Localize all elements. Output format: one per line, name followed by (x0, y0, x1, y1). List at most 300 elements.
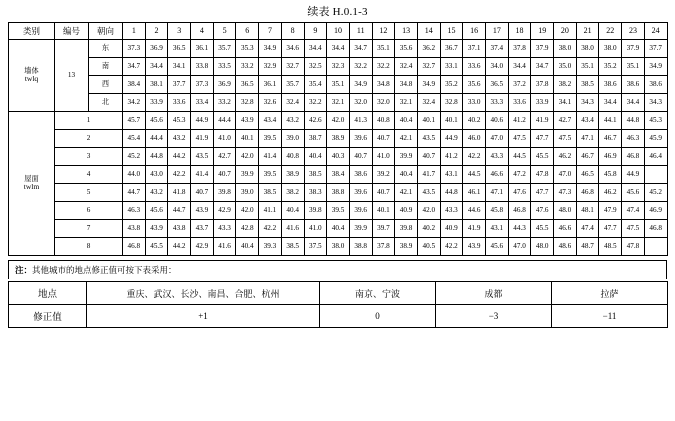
cell: 41.1 (259, 202, 282, 220)
cell: 43.9 (463, 238, 486, 256)
cell: 45.8 (599, 166, 622, 184)
cell: 39.5 (327, 202, 350, 220)
cell: 37.9 (531, 40, 554, 58)
table-row (9, 148, 668, 166)
cell: 35.1 (622, 58, 645, 76)
cell: 45.5 (531, 220, 554, 238)
cell: 35.3 (236, 40, 259, 58)
cell: 34.4 (599, 94, 622, 112)
cell: 46.3 (123, 202, 146, 220)
cell: 32.0 (372, 94, 395, 112)
cell: 43.9 (236, 112, 259, 130)
cell: 39.9 (236, 166, 259, 184)
cell: 42.2 (440, 238, 463, 256)
cell: 40.1 (236, 130, 259, 148)
cell: 33.5 (213, 58, 236, 76)
category-label: 屋面 (24, 174, 39, 183)
cell: 43.8 (123, 220, 146, 238)
cell: 35.1 (576, 58, 599, 76)
cell: 40.4 (236, 238, 259, 256)
cell: 46.6 (554, 220, 577, 238)
cell: 33.4 (191, 94, 214, 112)
cell: 38.6 (622, 76, 645, 94)
cell: 47.1 (486, 184, 509, 202)
cell: 39.8 (213, 184, 236, 202)
cell: 46.8 (508, 202, 531, 220)
cell: 32.2 (372, 58, 395, 76)
cell: 34.3 (576, 94, 599, 112)
cell: 33.1 (440, 58, 463, 76)
orientation-west: 西 (89, 76, 123, 94)
cell: 35.0 (554, 58, 577, 76)
cell: 41.9 (191, 130, 214, 148)
location-group-3: 成都 (436, 282, 552, 305)
cell: 34.8 (372, 76, 395, 94)
cell: 48.7 (576, 238, 599, 256)
cell: 47.0 (486, 130, 509, 148)
cell: 32.8 (440, 94, 463, 112)
cell: 38.8 (327, 184, 350, 202)
cell: 40.4 (304, 148, 327, 166)
cell: 45.6 (622, 184, 645, 202)
cell: 40.1 (372, 202, 395, 220)
cell: 46.8 (622, 148, 645, 166)
cell: 35.1 (372, 40, 395, 58)
correction-value-1: +1 (87, 305, 320, 328)
cell: 34.9 (644, 58, 667, 76)
cell: 40.4 (395, 166, 418, 184)
cell: 44.8 (622, 112, 645, 130)
cell: 38.6 (349, 166, 372, 184)
cell: 38.5 (304, 166, 327, 184)
cell: 47.7 (531, 130, 554, 148)
cell: 41.4 (259, 148, 282, 166)
table-row (9, 202, 668, 220)
header-hour-11: 11 (349, 23, 372, 40)
cell: 40.8 (372, 112, 395, 130)
cell: 43.3 (213, 220, 236, 238)
cell: 34.4 (508, 58, 531, 76)
cell: 32.2 (349, 58, 372, 76)
cell: 42.7 (554, 112, 577, 130)
cell: 40.7 (372, 184, 395, 202)
cell: 39.6 (349, 202, 372, 220)
cell: 45.5 (531, 148, 554, 166)
cell: 41.2 (440, 148, 463, 166)
correction-value-4: −11 (552, 305, 668, 328)
cell: 33.6 (463, 58, 486, 76)
cell: 32.8 (236, 94, 259, 112)
cell: 40.5 (417, 238, 440, 256)
header-category: 类别 (9, 23, 55, 40)
cell: 47.7 (599, 220, 622, 238)
cell: 39.0 (236, 184, 259, 202)
cell: 34.7 (349, 40, 372, 58)
cell: 36.5 (236, 76, 259, 94)
cell: 32.4 (281, 94, 304, 112)
cell: 34.9 (349, 76, 372, 94)
cell: 38.6 (644, 76, 667, 94)
cell: 42.2 (259, 220, 282, 238)
header-hour-18: 18 (508, 23, 531, 40)
table-row (9, 166, 668, 184)
cell: 46.1 (463, 184, 486, 202)
cell: 32.7 (281, 58, 304, 76)
cell: 42.9 (213, 202, 236, 220)
cell: 48.1 (576, 202, 599, 220)
number-cell: 4 (55, 166, 123, 184)
cell: 43.4 (576, 112, 599, 130)
cell: 37.8 (508, 40, 531, 58)
cell: 43.5 (417, 130, 440, 148)
cell: 38.4 (327, 166, 350, 184)
cell: 46.7 (599, 130, 622, 148)
header-hour-6: 6 (236, 23, 259, 40)
main-data-table (8, 22, 668, 256)
cell: 42.1 (395, 184, 418, 202)
cell: 32.7 (417, 58, 440, 76)
cell: 42.1 (395, 130, 418, 148)
cell: 40.9 (395, 202, 418, 220)
cell: 46.8 (123, 238, 146, 256)
cell: 46.9 (599, 148, 622, 166)
header-hour-5: 5 (213, 23, 236, 40)
cell: 43.9 (145, 220, 168, 238)
cell: 41.8 (168, 184, 191, 202)
cell: 43.2 (145, 184, 168, 202)
cell: 40.9 (440, 220, 463, 238)
cell: 46.5 (576, 166, 599, 184)
cell: 45.8 (486, 202, 509, 220)
table-row (9, 184, 668, 202)
cell: 43.2 (281, 112, 304, 130)
cell: 35.4 (304, 76, 327, 94)
cell: 46.6 (486, 166, 509, 184)
cell: 34.4 (145, 58, 168, 76)
cell: 44.4 (145, 130, 168, 148)
cell: 45.2 (644, 184, 667, 202)
cell: 47.4 (622, 202, 645, 220)
cell: 36.9 (145, 40, 168, 58)
cell: 36.9 (213, 76, 236, 94)
correction-value-row (9, 305, 668, 328)
cell: 38.9 (281, 166, 304, 184)
cell: 41.9 (463, 220, 486, 238)
number-cell: 5 (55, 184, 123, 202)
cell: 34.3 (644, 94, 667, 112)
cell: 44.7 (123, 184, 146, 202)
table-row (9, 130, 668, 148)
cell: 36.7 (440, 40, 463, 58)
cell: 38.5 (259, 184, 282, 202)
cell: 46.7 (576, 148, 599, 166)
cell: 39.2 (372, 166, 395, 184)
cell: 42.0 (236, 148, 259, 166)
number-cell: 8 (55, 238, 123, 256)
cell: 37.2 (508, 76, 531, 94)
cell: 32.4 (395, 58, 418, 76)
cell: 38.0 (599, 40, 622, 58)
cell: 47.3 (554, 184, 577, 202)
number-cell: 7 (55, 220, 123, 238)
cell: 46.8 (644, 220, 667, 238)
cell: 43.3 (440, 202, 463, 220)
header-hour-16: 16 (463, 23, 486, 40)
cell: 37.7 (168, 76, 191, 94)
table-row (9, 220, 668, 238)
cell: 37.8 (531, 76, 554, 94)
table-row (9, 112, 668, 130)
cell: 39.6 (349, 184, 372, 202)
cell: 41.7 (417, 166, 440, 184)
cell: 47.1 (576, 130, 599, 148)
cell: 46.9 (644, 202, 667, 220)
cell: 44.9 (440, 130, 463, 148)
cell: 45.5 (145, 238, 168, 256)
cell: 34.8 (395, 76, 418, 94)
note-text: 其他城市的地点修正值可按下表采用： (32, 265, 177, 275)
cell: 43.1 (486, 220, 509, 238)
cell: 39.9 (395, 148, 418, 166)
cell: 35.2 (440, 76, 463, 94)
cell: 37.1 (463, 40, 486, 58)
cell: 38.7 (304, 130, 327, 148)
cell: 43.9 (191, 202, 214, 220)
cell: 44.2 (168, 238, 191, 256)
cell: 42.0 (236, 202, 259, 220)
cell: 34.1 (168, 58, 191, 76)
cell: 38.5 (281, 238, 304, 256)
cell: 39.0 (281, 130, 304, 148)
cell: 40.7 (213, 166, 236, 184)
correction-header-row (9, 282, 668, 305)
cell: 37.4 (486, 40, 509, 58)
header-hour-12: 12 (372, 23, 395, 40)
header-hour-2: 2 (145, 23, 168, 40)
cell: 35.7 (213, 40, 236, 58)
cell: 39.5 (259, 130, 282, 148)
cell: 47.0 (554, 166, 577, 184)
cell: 45.6 (145, 112, 168, 130)
cell: 38.6 (599, 76, 622, 94)
cell: 45.6 (486, 238, 509, 256)
category-symbol: twlq (24, 74, 39, 84)
table-row (9, 58, 668, 76)
cell: 39.7 (372, 220, 395, 238)
cell: 43.4 (259, 112, 282, 130)
number-cell: 1 (55, 112, 123, 130)
header-hour-20: 20 (554, 23, 577, 40)
cell: 43.2 (168, 130, 191, 148)
cell: 38.9 (395, 238, 418, 256)
cell: 33.6 (168, 94, 191, 112)
cell: 43.5 (191, 148, 214, 166)
cell: 38.2 (281, 184, 304, 202)
cell: 47.5 (554, 130, 577, 148)
table-note (8, 260, 667, 279)
cell: 45.2 (123, 148, 146, 166)
cell: 44.8 (145, 148, 168, 166)
cell: 43.1 (440, 166, 463, 184)
cell: 36.5 (168, 40, 191, 58)
cell: 33.9 (531, 94, 554, 112)
cell: 32.4 (417, 94, 440, 112)
cell: 32.1 (327, 94, 350, 112)
cell: 33.2 (236, 58, 259, 76)
cell: 34.6 (281, 40, 304, 58)
cell: 34.4 (304, 40, 327, 58)
cell: 35.6 (463, 76, 486, 94)
correction-table (8, 281, 668, 328)
cell: 43.8 (168, 220, 191, 238)
cell: 37.3 (191, 76, 214, 94)
number-cell: 6 (55, 202, 123, 220)
cell: 33.9 (145, 94, 168, 112)
cell: 44.1 (599, 112, 622, 130)
header-hour-13: 13 (395, 23, 418, 40)
cell: 38.0 (576, 40, 599, 58)
cell: 40.7 (372, 130, 395, 148)
cell: 36.5 (486, 76, 509, 94)
table-row (9, 40, 668, 58)
cell: 34.4 (327, 40, 350, 58)
cell: 44.8 (440, 184, 463, 202)
cell: 38.2 (554, 76, 577, 94)
cell: 43.3 (486, 148, 509, 166)
cell: 43.7 (191, 220, 214, 238)
cell: 36.1 (191, 40, 214, 58)
cell: 34.2 (123, 94, 146, 112)
cell: 40.4 (395, 112, 418, 130)
header-hour-19: 19 (531, 23, 554, 40)
cell: 47.6 (508, 184, 531, 202)
cell: 38.8 (349, 238, 372, 256)
cell: 45.6 (145, 202, 168, 220)
cell: 40.7 (349, 148, 372, 166)
cell: 41.4 (191, 166, 214, 184)
cell: 35.1 (327, 76, 350, 94)
cell: 42.0 (417, 202, 440, 220)
header-hour-17: 17 (486, 23, 509, 40)
cell: 32.1 (395, 94, 418, 112)
table-header-row (9, 23, 668, 40)
cell: 41.0 (213, 130, 236, 148)
cell: 32.9 (259, 58, 282, 76)
table-caption: 续表 H.0.1-3 (307, 6, 368, 18)
cell: 34.1 (554, 94, 577, 112)
header-hour-1: 1 (123, 23, 146, 40)
cell: 40.2 (463, 112, 486, 130)
cell: 33.0 (463, 94, 486, 112)
cell: 44.5 (508, 148, 531, 166)
cell: 40.8 (281, 148, 304, 166)
cell: 45.7 (123, 112, 146, 130)
cell: 46.3 (622, 130, 645, 148)
cell: 33.2 (213, 94, 236, 112)
cell: 35.7 (281, 76, 304, 94)
cell: 33.6 (508, 94, 531, 112)
cell: 40.1 (440, 112, 463, 130)
cell: 47.5 (508, 130, 531, 148)
cell (644, 166, 667, 184)
cell: 46.0 (463, 130, 486, 148)
cell: 40.7 (417, 148, 440, 166)
cell: 47.8 (531, 166, 554, 184)
cell: 44.2 (168, 148, 191, 166)
cell: 42.6 (304, 112, 327, 130)
cell: 38.4 (123, 76, 146, 94)
header-hour-15: 15 (440, 23, 463, 40)
cell: 47.7 (531, 184, 554, 202)
cell: 48.0 (554, 202, 577, 220)
cell: 37.7 (644, 40, 667, 58)
cell: 47.6 (531, 202, 554, 220)
cell: 32.2 (304, 94, 327, 112)
header-hour-8: 8 (281, 23, 304, 40)
cell: 32.0 (349, 94, 372, 112)
header-hour-14: 14 (417, 23, 440, 40)
cell: 39.6 (349, 130, 372, 148)
number-cell: 2 (55, 130, 123, 148)
cell: 35.2 (599, 58, 622, 76)
cell: 46.2 (599, 184, 622, 202)
header-hour-4: 4 (191, 23, 214, 40)
cell: 38.0 (327, 238, 350, 256)
cell: 42.9 (191, 238, 214, 256)
cell: 37.3 (123, 40, 146, 58)
cell: 39.8 (304, 202, 327, 220)
correction-value-2: 0 (320, 305, 436, 328)
note-label: 注： (15, 265, 33, 275)
cell: 45.9 (644, 130, 667, 148)
cell: 42.8 (236, 220, 259, 238)
location-row-label: 地点 (9, 282, 87, 305)
table-row (9, 238, 668, 256)
correction-value-3: −3 (436, 305, 552, 328)
cell: 44.0 (123, 166, 146, 184)
cell: 41.2 (508, 112, 531, 130)
cell: 34.7 (531, 58, 554, 76)
table-row (9, 76, 668, 94)
cell: 47.9 (599, 202, 622, 220)
cell: 40.3 (327, 148, 350, 166)
cell: 45.4 (123, 130, 146, 148)
cell: 40.4 (327, 220, 350, 238)
cell: 35.6 (395, 40, 418, 58)
header-hour-10: 10 (327, 23, 350, 40)
cell: 44.6 (463, 202, 486, 220)
cell: 41.6 (281, 220, 304, 238)
cell: 48.6 (554, 238, 577, 256)
orientation-north: 北 (89, 94, 123, 112)
cell: 44.4 (213, 112, 236, 130)
cell: 48.0 (531, 238, 554, 256)
category-symbol: twlm (23, 182, 40, 192)
cell: 40.6 (486, 112, 509, 130)
cell: 34.4 (622, 94, 645, 112)
header-orientation: 朝向 (89, 23, 123, 40)
cell: 32.6 (259, 94, 282, 112)
header-hour-21: 21 (576, 23, 599, 40)
table-row (9, 94, 668, 112)
cell: 38.3 (304, 184, 327, 202)
correction-row-label: 修正值 (9, 305, 87, 328)
cell: 36.1 (259, 76, 282, 94)
cell: 47.8 (622, 238, 645, 256)
cell: 38.0 (554, 40, 577, 58)
location-group-2: 南京、宁波 (320, 282, 436, 305)
number-cell: 3 (55, 148, 123, 166)
